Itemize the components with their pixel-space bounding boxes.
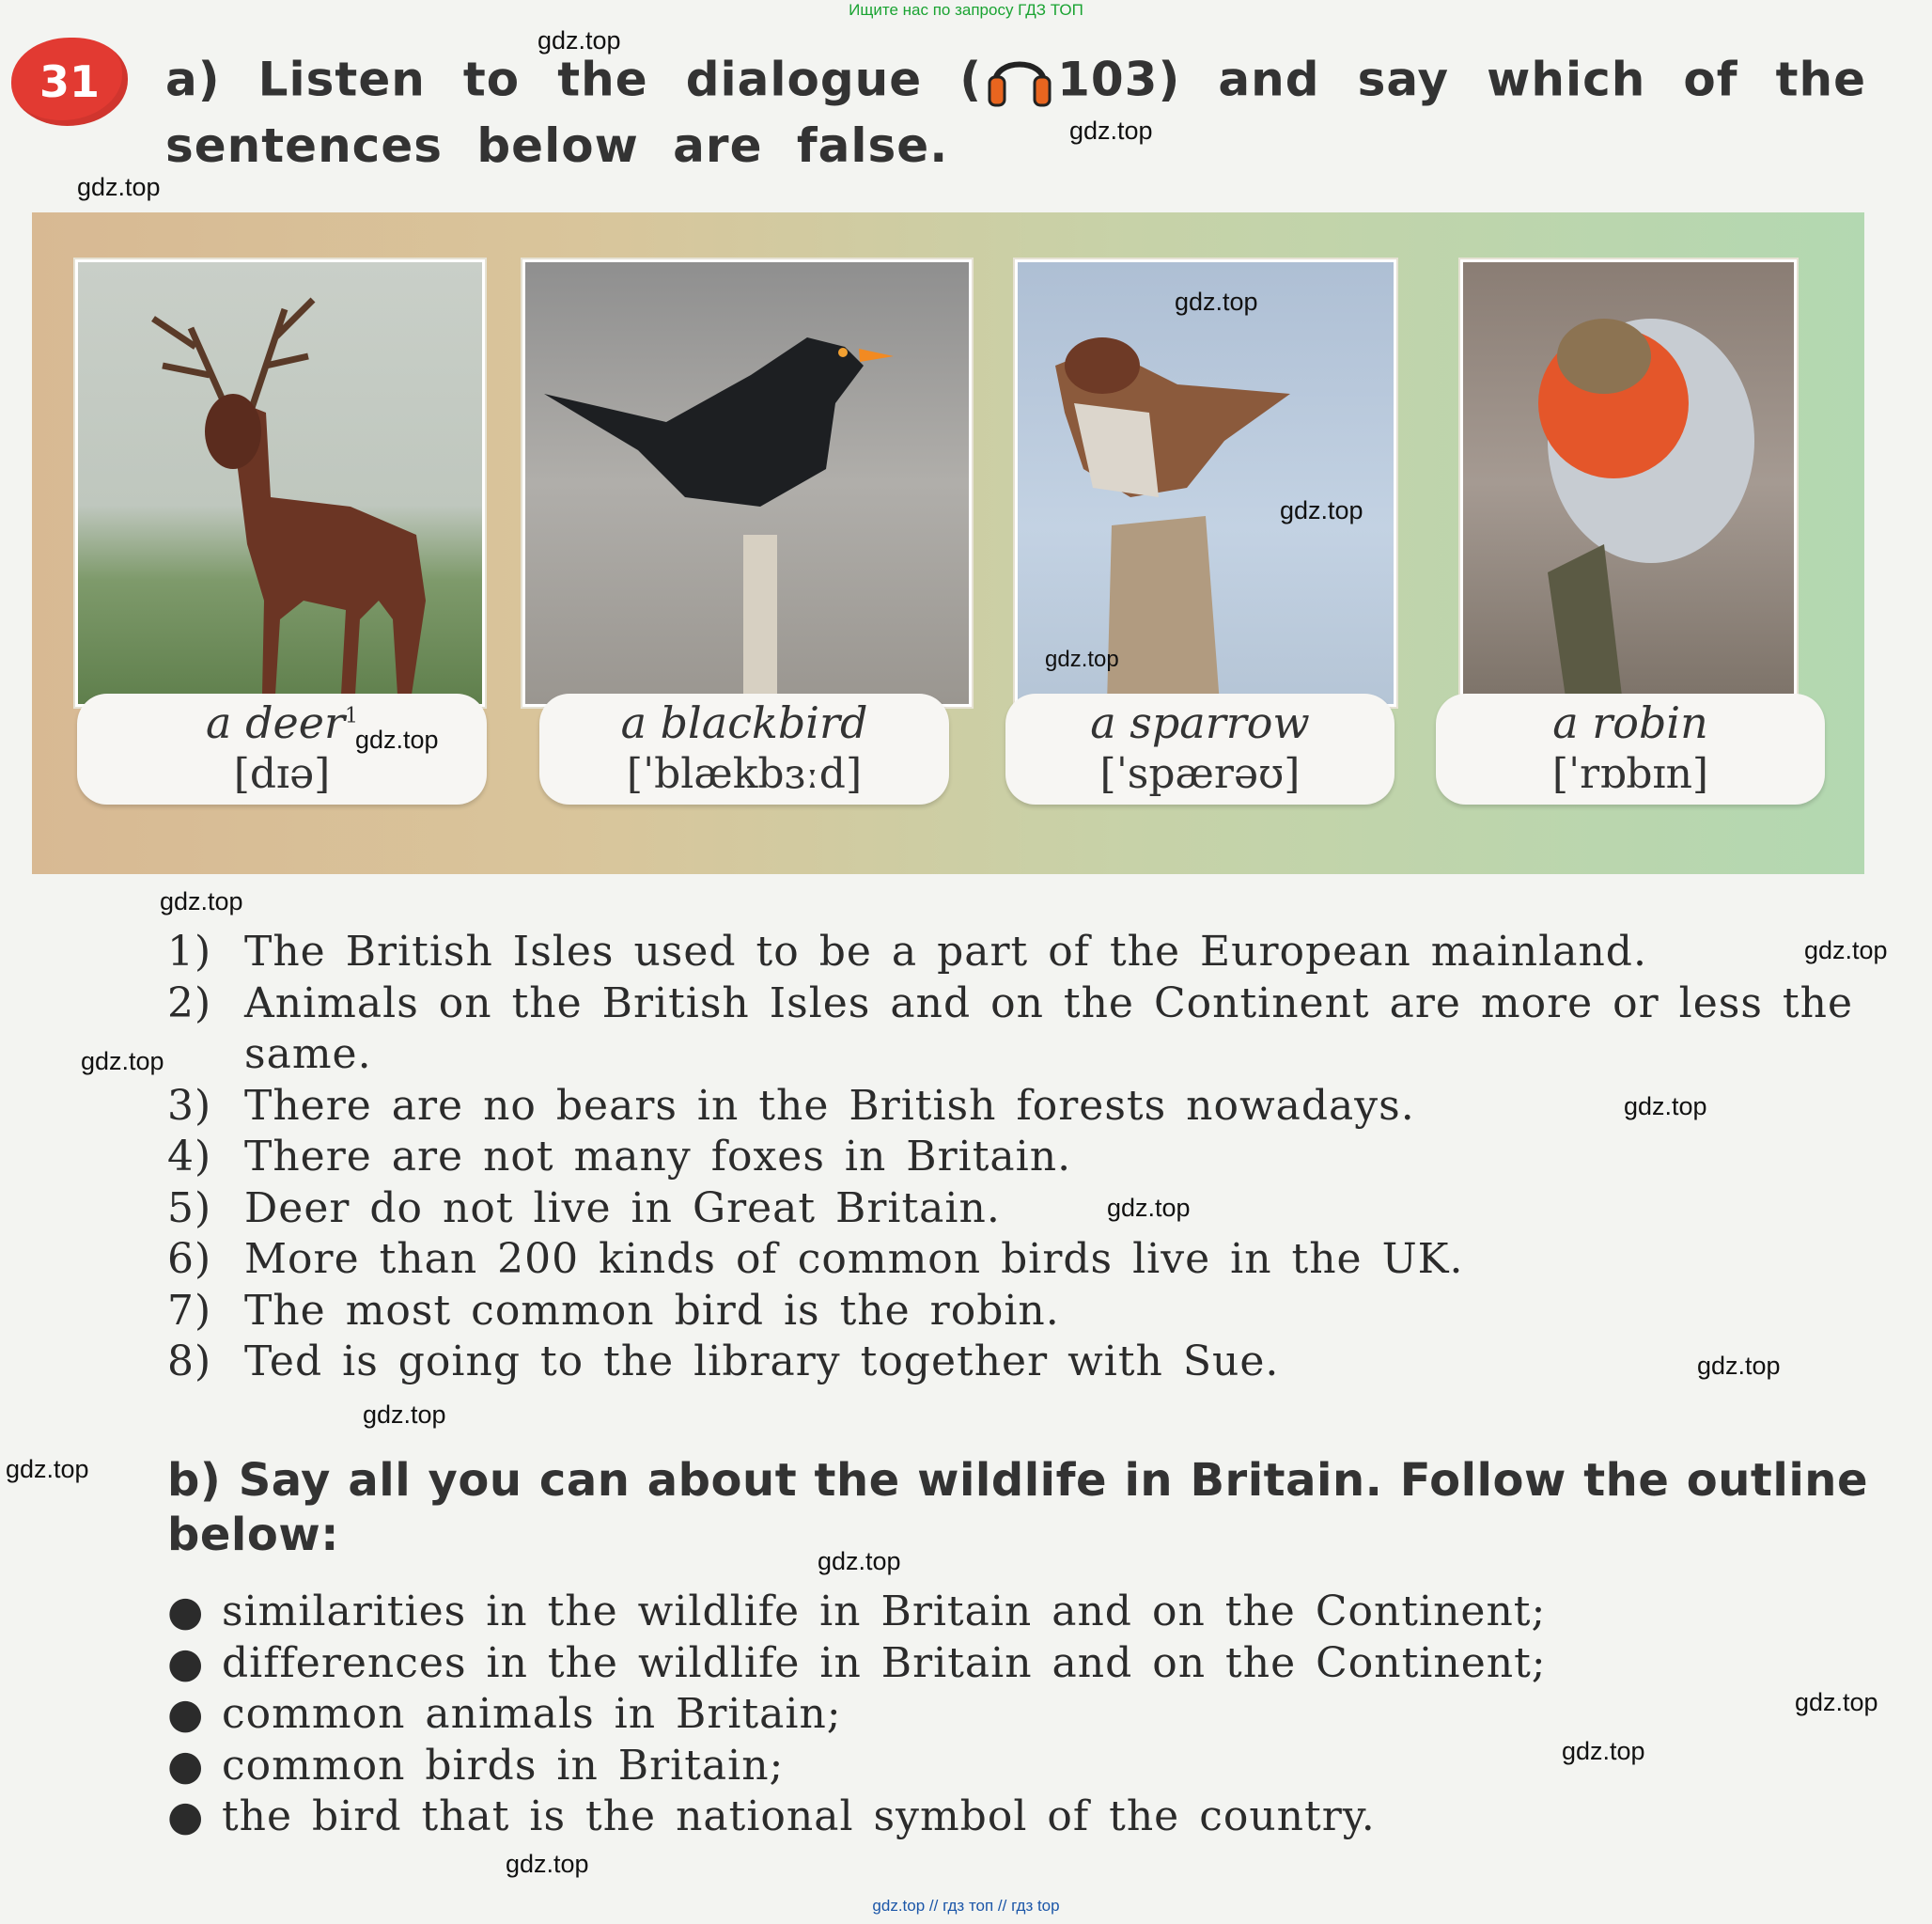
watermark: gdz.top — [506, 1850, 589, 1878]
deer-photo — [75, 259, 485, 707]
task-a-rest: 103) and say which of the sentences below are false. — [165, 52, 1866, 173]
animal-name: a deer — [206, 697, 345, 748]
animal-transcription: [ˈspærəʊ] — [1099, 750, 1301, 798]
watermark: gdz.top — [1280, 496, 1363, 524]
watermark: gdz.top — [1107, 1194, 1191, 1222]
statement-item: 7) The most common bird is the robin. — [167, 1286, 1060, 1335]
bullet-icon: ● — [167, 1638, 205, 1687]
watermark: gdz.top — [355, 726, 439, 754]
watermark: gdz.top — [1697, 1352, 1781, 1380]
sparrow-photo — [1015, 259, 1396, 707]
blackbird-photo — [522, 259, 972, 707]
headphones-icon — [986, 47, 1053, 118]
watermark: gdz.top — [1562, 1737, 1645, 1765]
robin-photo — [1460, 259, 1797, 707]
bullet-icon: ● — [167, 1792, 205, 1840]
statement-item: 1) The British Isles used to be a part of the European mainland. — [167, 928, 1647, 976]
watermark: gdz.top — [1624, 1092, 1707, 1120]
bullet-icon: ● — [167, 1741, 205, 1790]
animal-transcription: [ˈblækbɜːd] — [626, 750, 863, 798]
animal-pictures-panel — [32, 212, 1864, 874]
outline-item: ● similarities in the wildlife in Britain and on the Continent; — [167, 1587, 1896, 1638]
task-a-prefix: a) Listen to the dialogue ( — [165, 52, 983, 107]
outline-item: ● the bird that is the national symbol of the country. — [167, 1791, 1896, 1843]
watermark: gdz.top — [1175, 288, 1258, 316]
bullet-icon: ● — [167, 1588, 205, 1635]
caption-blackbird — [539, 694, 949, 805]
watermark: gdz.top — [77, 173, 161, 201]
outline-item: ● common birds in Britain; — [167, 1741, 1896, 1792]
watermark: gdz.top — [1804, 936, 1888, 964]
watermark: gdz.top — [818, 1547, 901, 1575]
animal-name: a blackbird — [620, 697, 868, 748]
statements-list — [167, 927, 1896, 1388]
watermark: gdz.top — [160, 887, 243, 915]
animal-transcription: [ˈrɒbɪn] — [1551, 750, 1709, 798]
task-b-heading: b) Say all you can about the wildlife in Britain. Follow the outline below: — [167, 1454, 1868, 1561]
animal-name: a robin — [1552, 697, 1708, 748]
animal-name: a sparrow — [1090, 697, 1310, 748]
watermark: gdz.top — [81, 1047, 164, 1075]
watermark: gdz.top — [1795, 1688, 1878, 1716]
statement-item: 8) Ted is going to the library together with Sue. — [167, 1337, 1280, 1385]
watermark: gdz.top — [538, 26, 621, 55]
statement-item: 5) Deer do not live in Great Britain. — [167, 1183, 1001, 1232]
outline-item: ● common animals in Britain; — [167, 1689, 1896, 1741]
watermark: gdz.top — [6, 1455, 89, 1483]
animal-transcription: [dɪə] — [233, 750, 331, 798]
statement-item: 3) There are no bears in the British forests nowadays. — [167, 1081, 1415, 1130]
watermark: gdz.top — [1045, 647, 1119, 672]
bottom-banner: gdz.top // гдз топ // гдз top — [872, 1897, 1060, 1915]
statement-item: 4) There are not many foxes in Britain. — [167, 1133, 1072, 1181]
watermark: gdz.top — [1069, 117, 1153, 145]
task-a-heading — [165, 47, 1866, 173]
bullet-icon: ● — [167, 1690, 205, 1738]
watermark: gdz.top — [363, 1400, 446, 1429]
top-banner: Ищите нас по запросу ГДЗ ТОП — [849, 1, 1083, 19]
caption-sparrow — [1005, 694, 1394, 805]
statement-item: 6) More than 200 kinds of common birds live in the UK. — [167, 1235, 1464, 1283]
exercise-number-badge: 31 — [11, 38, 128, 126]
footnote-marker: 1 — [344, 704, 358, 728]
caption-robin — [1436, 694, 1825, 805]
outline-item: ● differences in the wildlife in Britain and on the Continent; — [167, 1638, 1896, 1690]
outline-list — [167, 1587, 1896, 1843]
statement-item: 2) Animals on the British Isles and on the Continent are more or less the same. — [167, 978, 1853, 1078]
